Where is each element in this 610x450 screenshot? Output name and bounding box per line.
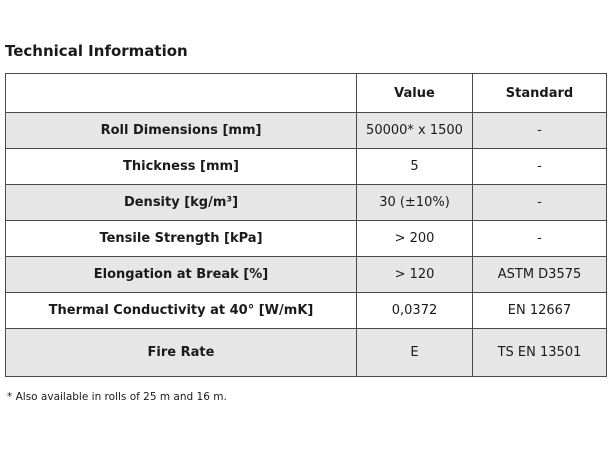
header-property [6,74,357,113]
value-cell: E [357,329,473,377]
technical-info-table [5,73,607,377]
value-cell: > 120 [357,257,473,293]
value-cell: 0,0372 [357,293,473,329]
table-row [6,113,607,149]
standard-cell: EN 12667 [473,293,607,329]
table-row [6,185,607,221]
table-row [6,293,607,329]
property-cell: Thickness [mm] [6,149,357,185]
table-header-row [6,74,607,113]
property-cell: Fire Rate [6,329,357,377]
property-cell: Elongation at Break [%] [6,257,357,293]
header-value: Value [357,74,473,113]
table-row [6,149,607,185]
footnote: * Also available in rolls of 25 m and 16 m. [7,391,227,403]
property-cell: Density [kg/m³] [6,185,357,221]
standard-cell: TS EN 13501 [473,329,607,377]
standard-cell: - [473,221,607,257]
value-cell: 50000* x 1500 [357,113,473,149]
value-cell: 5 [357,149,473,185]
property-cell: Roll Dimensions [mm] [6,113,357,149]
property-cell: Tensile Strength [kPa] [6,221,357,257]
table-row [6,221,607,257]
standard-cell: - [473,149,607,185]
section-title: Technical Information [5,42,188,60]
header-standard: Standard [473,74,607,113]
standard-cell: - [473,185,607,221]
property-cell: Thermal Conductivity at 40° [W/mK] [6,293,357,329]
standard-cell: ASTM D3575 [473,257,607,293]
value-cell: > 200 [357,221,473,257]
table-row [6,257,607,293]
standard-cell: - [473,113,607,149]
value-cell: 30 (±10%) [357,185,473,221]
table-row [6,329,607,377]
